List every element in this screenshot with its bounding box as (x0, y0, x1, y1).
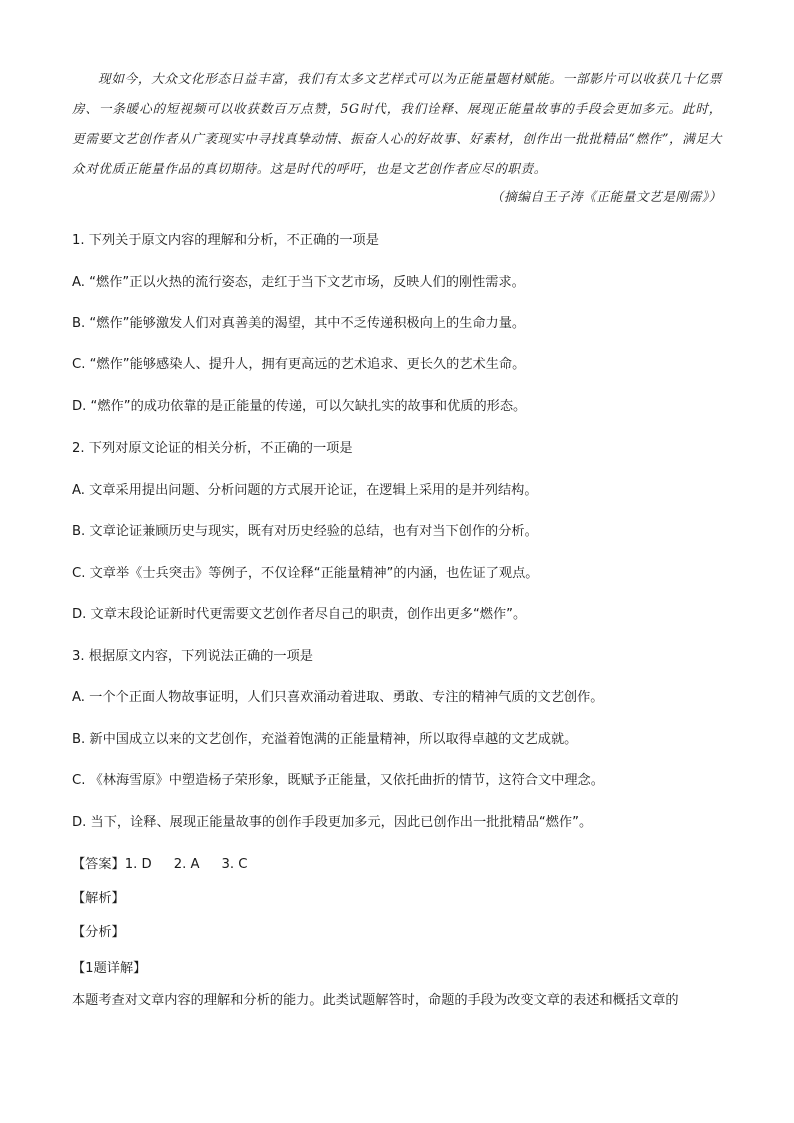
detail-text: 本题考查对文章内容的理解和分析的能力。此类试题解答时，命题的手段为改变文章的表述和概括文章的 (72, 993, 679, 1008)
analysis-heading: 【解析】 (72, 891, 125, 906)
question-3-option-a: A. 一个个正面人物故事证明，人们只喜欢涌动着进取、勇敢、专注的精神气质的文艺创作。 (72, 690, 604, 705)
question-1-option-b: B. “燃作”能够激发人们对真善美的渴望，其中不乏传递积极向上的生命力量。 (72, 316, 526, 331)
question-2-option-b: B. 文章论证兼顾历史与现实，既有对历史经验的总结，也有对当下创作的分析。 (72, 524, 538, 539)
question-3-option-c: C. 《林海雪原》中塑造杨子荣形象，既赋予正能量，又依托曲折的情节，这符合文中理念。 (72, 773, 604, 788)
question-3-option-b: B. 新中国成立以来的文艺创作，充溢着饱满的正能量精神，所以取得卓越的文艺成就。 (72, 732, 578, 747)
reading-passage (72, 64, 722, 184)
answer-item: 1. D (124, 857, 152, 872)
question-3-stem: 3. 根据原文内容，下列说法正确的一项是 (72, 649, 313, 664)
detail-heading: 【1题详解】 (72, 961, 147, 976)
question-1-stem: 1. 下列关于原文内容的理解和分析，不正确的一项是 (72, 233, 379, 248)
question-1-option-a: A. “燃作”正以火热的流行姿态，走红于当下文艺市场，反映人们的刚性需求。 (72, 275, 525, 290)
question-1-option-d: D. “燃作”的成功依靠的是正能量的传递，可以欠缺扎实的故事和优质的形态。 (72, 399, 527, 414)
question-1-option-c: C. “燃作”能够感染人、提升人，拥有更高远的艺术追求、更长久的艺术生命。 (72, 357, 526, 372)
answer-row (72, 853, 269, 872)
passage-paragraph: 现如今，大众文化形态日益丰富，我们有太多文艺样式可以为正能量题材赋能。一部影片可以收获几十亿票房、一条暖心的短视频可以收获数百万点赞，5G时代，我们诠释、展现正能量故事的手段会更加多元。此时，更需要文艺创作者从广袤现实中寻找真挚动情、振奋人心的好故事、好素材，创作出一批批精品“燃作”，满足大众对优质正能量作品的真切期待。这是时代的呼吁，也是文艺创作者应尽的职责。 (72, 71, 722, 176)
passage-source: （摘编自王子涛《正能量文艺是刚需》） (490, 189, 722, 204)
answer-label: 【答案】 (72, 857, 125, 872)
fenxi-heading: 【分析】 (72, 925, 125, 940)
question-3-option-d: D. 当下，诠释、展现正能量故事的创作手段更加多元，因此已创作出一批批精品“燃作”。 (72, 815, 593, 830)
question-2-option-c: C. 文章举《士兵突击》等例子，不仅诠释“正能量精神”的内涵，也佐证了观点。 (72, 566, 539, 581)
answer-item: 2. A (173, 857, 200, 872)
answer-item: 3. C (221, 857, 248, 872)
question-2-option-d: D. 文章末段论证新时代更需要文艺创作者尽自己的职责，创作出更多“燃作”。 (72, 607, 527, 622)
question-2-option-a: A. 文章采用提出问题、分析问题的方式展开论证，在逻辑上采用的是并列结构。 (72, 483, 538, 498)
question-2-stem: 2. 下列对原文论证的相关分析，不正确的一项是 (72, 441, 353, 456)
